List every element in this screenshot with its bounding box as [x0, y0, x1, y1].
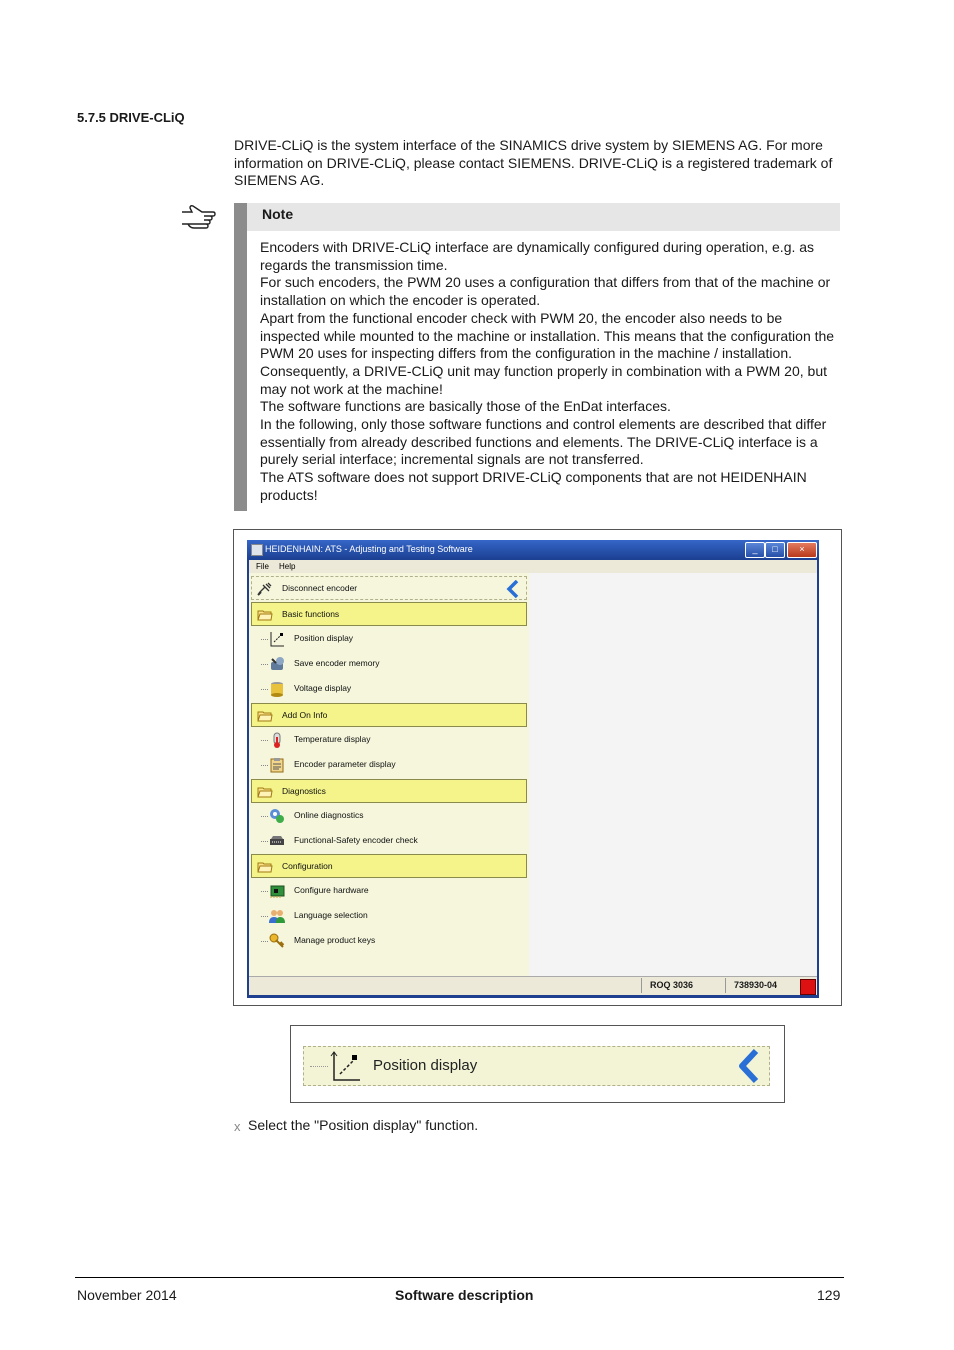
tree-connector: [261, 841, 268, 842]
tree-connector: [261, 941, 268, 942]
note-paragraph: The software functions are basically those of the EnDat interfaces.: [260, 398, 671, 415]
pointing-hand-icon: [180, 202, 216, 230]
safety-check-icon: [269, 833, 285, 849]
circuit-board-icon: [269, 883, 285, 899]
item-label: Disconnect encoder: [282, 583, 358, 593]
page-number: 129: [817, 1287, 841, 1303]
thermometer-icon: [269, 732, 285, 748]
note-paragraph: Apart from the functional encoder check with PWM 20, the encoder also needs to be inspected while mounted to the machine or installation. This means that the configuration the PWM 20 uses for inspecting differs from the configuration in the machine / installation. Consequently, a DRIVE-CLiQ unit may function properly in combination with a PWM 20, but may not work at the machine!: [260, 309, 835, 397]
footer-title: Software description: [395, 1287, 534, 1303]
tree-connector: [261, 816, 268, 817]
status-id: 738930-04: [725, 978, 798, 993]
folder-icon: [257, 784, 273, 800]
note-title: Note: [262, 206, 294, 222]
key-icon: [269, 933, 285, 949]
item-language-selection[interactable]: [251, 904, 527, 928]
item-save-encoder-memory[interactable]: [251, 652, 527, 676]
group-label: Basic functions: [282, 609, 340, 619]
window-title: HEIDENHAIN: ATS - Adjusting and Testing Software: [265, 544, 473, 554]
item-temperature-display[interactable]: [251, 728, 527, 752]
app-window: [247, 540, 819, 998]
title-bar[interactable]: [247, 540, 819, 560]
section-heading: 5.7.5 DRIVE-CLiQ: [77, 110, 185, 125]
item-position-display[interactable]: [251, 627, 527, 651]
clipboard-icon: [269, 757, 285, 773]
note-body: [260, 239, 840, 505]
item-label: Manage product keys: [294, 935, 376, 945]
note-paragraph: For such encoders, the PWM 20 uses a configuration that differs from that of the machine or installation on which the encoder is operated.: [260, 274, 831, 309]
footer-date: November 2014: [77, 1287, 177, 1303]
diagnostics-icon: [269, 808, 285, 824]
menu-bar: [249, 560, 817, 573]
note-sidebar: [234, 203, 247, 511]
save-memory-icon: [269, 656, 285, 672]
status-bar: [249, 976, 817, 995]
maximize-button[interactable]: □: [765, 542, 785, 558]
instruction-text: Select the "Position display" function.: [248, 1117, 479, 1133]
note-paragraph: Encoders with DRIVE-CLiQ interface are dynamically configured during operation, e.g. as regards the transmission time.: [260, 239, 815, 273]
collapse-arrow-icon[interactable]: [506, 580, 520, 598]
note-header: [247, 203, 840, 231]
tree-connector: [261, 916, 268, 917]
tree-connector: [261, 689, 268, 690]
note-paragraph: In the following, only those software functions and control elements are described that differ essentially from already described functions and elements. The DRIVE-CLiQ interface is a purely serial interface; incremental signals are not transferred.: [260, 416, 827, 468]
item-label: Save encoder memory: [294, 658, 380, 668]
footer-divider: [75, 1277, 844, 1278]
content-pane: [529, 573, 817, 976]
item-configure-hardware[interactable]: [251, 879, 527, 903]
item-functional-safety-check[interactable]: [251, 829, 527, 853]
item-label: Functional-Safety encoder check: [294, 835, 418, 845]
item-label: Encoder parameter display: [294, 759, 396, 769]
collapse-arrow-icon[interactable]: [736, 1048, 762, 1084]
tree-connector: [261, 639, 268, 640]
disconnect-encoder-item[interactable]: [251, 576, 527, 600]
folder-icon: [257, 607, 273, 623]
tree-connector: [261, 664, 268, 665]
status-model: ROQ 3036: [641, 978, 730, 993]
folder-icon: [257, 708, 273, 724]
battery-icon: [269, 681, 285, 697]
item-label: Online diagnostics: [294, 810, 364, 820]
zoomed-item-label: Position display: [373, 1057, 478, 1074]
app-icon: [251, 544, 263, 556]
group-basic-functions[interactable]: [251, 602, 527, 626]
item-label: Temperature display: [294, 734, 371, 744]
axes-icon: [330, 1050, 362, 1082]
bullet-marker: x: [234, 1119, 241, 1134]
group-add-on-info[interactable]: [251, 703, 527, 727]
users-icon: [269, 908, 285, 924]
tree-connector: [261, 765, 268, 766]
item-online-diagnostics[interactable]: [251, 804, 527, 828]
item-label: Voltage display: [294, 683, 352, 693]
item-label: Configure hardware: [294, 885, 369, 895]
item-encoder-parameter-display[interactable]: [251, 753, 527, 777]
tree-connector: [261, 891, 268, 892]
group-configuration[interactable]: [251, 854, 527, 878]
group-diagnostics[interactable]: [251, 779, 527, 803]
group-label: Diagnostics: [282, 786, 326, 796]
tree-connector: [261, 740, 268, 741]
function-tree: [249, 573, 529, 976]
group-label: Configuration: [282, 861, 333, 871]
note-paragraph: The ATS software does not support DRIVE-CLiQ components that are not HEIDENHAIN products!: [260, 469, 807, 503]
item-label: Language selection: [294, 910, 368, 920]
menu-help[interactable]: Help: [279, 562, 296, 571]
group-label: Add On Info: [282, 710, 328, 720]
tree-connector: [310, 1066, 328, 1067]
item-voltage-display[interactable]: [251, 677, 527, 701]
disconnect-plug-icon: [257, 581, 273, 597]
menu-file[interactable]: File: [256, 562, 269, 571]
item-label: Position display: [294, 633, 354, 643]
intro-paragraph: DRIVE-CLiQ is the system interface of the SINAMICS drive system by SIEMENS AG. For more information on DRIVE-CLiQ, please contact SIEMENS. DRIVE-CLiQ is a registered trademark of SIEMENS AG.: [234, 137, 833, 189]
axes-icon: [269, 631, 285, 647]
connection-status-icon[interactable]: [800, 979, 816, 995]
folder-icon: [257, 859, 273, 875]
item-manage-product-keys[interactable]: [251, 929, 527, 953]
close-button[interactable]: ×: [787, 542, 817, 558]
minimize-button[interactable]: _: [745, 542, 765, 558]
